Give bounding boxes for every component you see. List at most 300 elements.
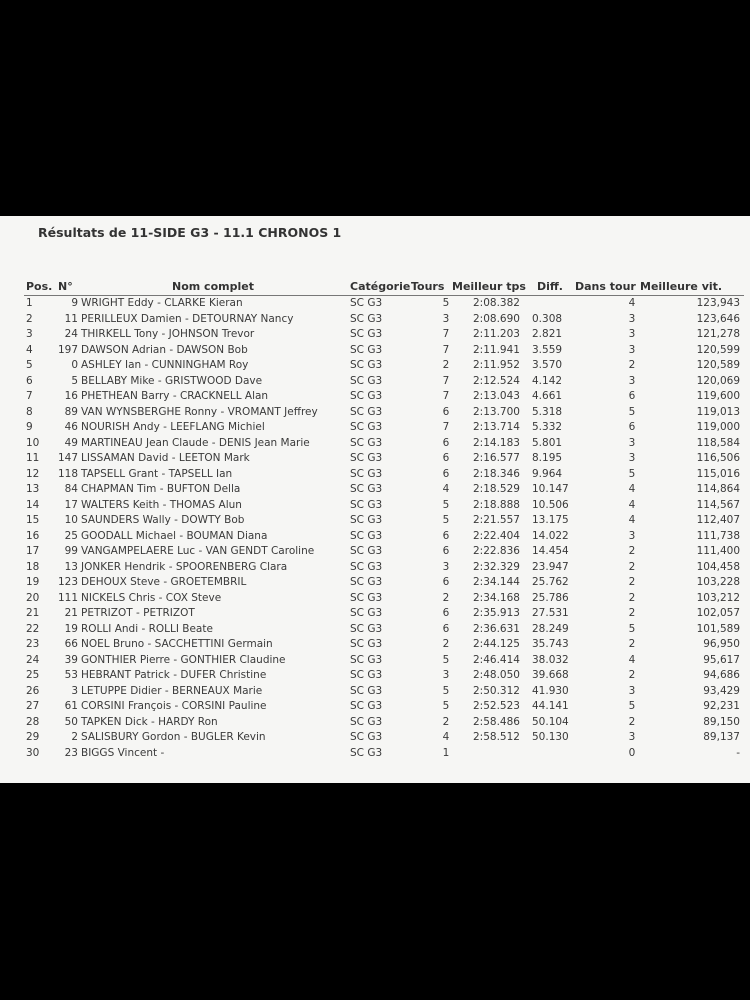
cell-name: BELLABY Mike - GRISTWOOD Dave <box>81 374 263 387</box>
cell-name: ASHLEY Ian - CUNNINGHAM Roy <box>81 359 249 371</box>
header-best-speed: Meilleure vit. <box>640 280 723 293</box>
cell-best-speed: 93,429 <box>703 684 740 697</box>
cell-best-time: 2:13.700 <box>473 405 520 418</box>
cell-pos: 15 <box>26 514 40 526</box>
cell-tours: 6 <box>442 436 450 449</box>
cell-best-time: 2:58.486 <box>473 715 520 728</box>
cell-best-time: 2:36.631 <box>473 622 520 635</box>
cell-category: SC G3 <box>350 622 383 635</box>
cell-in-lap: 6 <box>628 421 636 433</box>
cell-best-speed: 89,137 <box>703 731 740 743</box>
cell-category: SC G3 <box>350 359 383 371</box>
cell-pos: 10 <box>26 436 40 449</box>
cell-diff: 41.930 <box>532 684 569 697</box>
cell-tours: 6 <box>442 467 450 480</box>
table-row <box>0 730 750 746</box>
cell-diff: 38.032 <box>532 653 569 666</box>
cell-in-lap: 3 <box>628 374 636 387</box>
cell-category: SC G3 <box>350 498 383 511</box>
table-row <box>0 622 750 638</box>
cell-best-speed: 123,646 <box>696 312 740 325</box>
table-row <box>0 544 750 560</box>
cell-diff: 14.022 <box>532 529 569 542</box>
cell-tours: 3 <box>442 312 450 325</box>
cell-best-time: 2:11.203 <box>473 328 520 340</box>
cell-number: 0 <box>71 359 78 371</box>
cell-diff: 10.506 <box>532 498 569 511</box>
cell-number: 17 <box>64 498 78 511</box>
cell-diff: 23.947 <box>532 560 569 573</box>
cell-tours: 5 <box>442 498 450 511</box>
cell-in-lap: 2 <box>628 715 636 728</box>
cell-in-lap: 0 <box>628 746 636 759</box>
table-row <box>0 699 750 715</box>
cell-category: SC G3 <box>350 312 383 325</box>
cell-tours: 7 <box>442 374 450 387</box>
cell-best-speed: 114,567 <box>696 498 740 511</box>
cell-pos: 16 <box>26 529 40 542</box>
cell-pos: 30 <box>26 746 40 759</box>
cell-name: WRIGHT Eddy - CLARKE Kieran <box>81 297 243 309</box>
cell-tours: 5 <box>442 653 450 666</box>
table-row <box>0 591 750 607</box>
header-tours: Tours <box>411 280 445 293</box>
cell-tours: 5 <box>442 700 450 712</box>
cell-best-speed: 102,057 <box>696 607 740 619</box>
cell-tours: 5 <box>442 297 450 309</box>
cell-diff: 13.175 <box>532 514 569 526</box>
table-row <box>0 746 750 762</box>
cell-tours: 2 <box>442 591 450 604</box>
cell-best-time: 2:18.529 <box>473 483 520 495</box>
cell-tours: 6 <box>442 622 450 635</box>
cell-pos: 27 <box>26 700 40 712</box>
cell-tours: 5 <box>442 684 450 697</box>
cell-name: VANGAMPELAERE Luc - VAN GENDT Caroline <box>81 545 315 557</box>
cell-pos: 7 <box>26 390 33 402</box>
cell-tours: 1 <box>442 746 450 759</box>
table-row <box>0 343 750 359</box>
cell-name: DAWSON Adrian - DAWSON Bob <box>81 343 248 356</box>
cell-best-speed: 104,458 <box>696 560 740 573</box>
results-sheet <box>0 216 750 783</box>
header-diff: Diff. <box>537 280 563 293</box>
cell-name: MARTINEAU Jean Claude - DENIS Jean Marie <box>81 436 310 449</box>
cell-best-speed: 111,738 <box>696 529 740 542</box>
cell-category: SC G3 <box>350 483 383 495</box>
cell-tours: 4 <box>442 483 450 495</box>
cell-tours: 2 <box>442 359 450 371</box>
cell-name: LETUPPE Didier - BERNEAUX Marie <box>81 684 263 697</box>
cell-pos: 18 <box>26 560 40 573</box>
table-row <box>0 513 750 529</box>
cell-tours: 2 <box>442 715 450 728</box>
cell-pos: 6 <box>26 374 33 387</box>
cell-name: SAUNDERS Wally - DOWTY Bob <box>81 514 245 526</box>
cell-pos: 11 <box>26 452 40 464</box>
cell-tours: 6 <box>442 405 450 418</box>
cell-diff: 5.318 <box>532 405 563 418</box>
cell-tours: 5 <box>442 514 450 526</box>
cell-best-speed: 120,599 <box>696 343 740 356</box>
cell-pos: 23 <box>26 638 40 650</box>
cell-name: GONTHIER Pierre - GONTHIER Claudine <box>81 653 286 666</box>
table-row <box>0 575 750 591</box>
header-in-lap: Dans tour <box>575 280 636 293</box>
cell-best-time: 2:35.913 <box>473 607 520 619</box>
cell-pos: 21 <box>26 607 40 619</box>
cell-diff: 50.130 <box>532 731 569 743</box>
cell-best-time: 2:32.329 <box>473 560 520 573</box>
cell-pos: 12 <box>26 467 40 480</box>
table-row <box>0 482 750 498</box>
cell-name: CHAPMAN Tim - BUFTON Della <box>81 483 241 495</box>
cell-category: SC G3 <box>350 560 383 573</box>
cell-tours: 6 <box>442 607 450 619</box>
cell-in-lap: 2 <box>628 576 636 588</box>
cell-number: 11 <box>64 312 78 325</box>
cell-best-time: 2:18.888 <box>473 498 520 511</box>
cell-best-time: 2:08.690 <box>473 312 520 325</box>
cell-diff: 50.104 <box>532 715 569 728</box>
cell-best-speed: 111,400 <box>696 545 740 557</box>
cell-best-speed: 115,016 <box>696 467 740 480</box>
cell-in-lap: 2 <box>628 545 636 557</box>
cell-category: SC G3 <box>350 746 383 759</box>
cell-number: 2 <box>71 731 78 743</box>
cell-name: THIRKELL Tony - JOHNSON Trevor <box>81 328 255 340</box>
cell-diff: 9.964 <box>532 467 563 480</box>
cell-diff: 10.147 <box>532 483 569 495</box>
cell-tours: 7 <box>442 328 450 340</box>
cell-best-time: 2:46.414 <box>473 653 520 666</box>
table-row <box>0 296 750 312</box>
cell-name: PETRIZOT - PETRIZOT <box>81 607 195 619</box>
table-row <box>0 467 750 483</box>
cell-number: 9 <box>71 297 78 309</box>
cell-name: NICKELS Chris - COX Steve <box>81 591 222 604</box>
cell-pos: 14 <box>26 498 40 511</box>
cell-diff: 5.801 <box>532 436 563 449</box>
page-title: Résultats de 11-SIDE G3 - 11.1 CHRONOS 1 <box>38 225 342 240</box>
cell-name: TAPKEN Dick - HARDY Ron <box>81 715 218 728</box>
table-row <box>0 312 750 328</box>
cell-name: TAPSELL Grant - TAPSELL Ian <box>81 467 233 480</box>
cell-name: PHETHEAN Barry - CRACKNELL Alan <box>81 390 269 402</box>
cell-tours: 7 <box>442 421 450 433</box>
cell-category: SC G3 <box>350 529 383 542</box>
cell-diff: 14.454 <box>532 545 569 557</box>
cell-best-speed: - <box>736 746 740 759</box>
cell-best-speed: 95,617 <box>703 653 740 666</box>
cell-pos: 1 <box>26 297 33 309</box>
cell-best-speed: 114,864 <box>696 483 740 495</box>
cell-tours: 3 <box>442 669 450 681</box>
cell-name: LISSAMAN David - LEETON Mark <box>81 452 250 464</box>
cell-best-time: 2:44.125 <box>473 638 520 650</box>
cell-diff: 3.570 <box>532 359 563 371</box>
cell-number: 111 <box>57 591 78 604</box>
cell-best-time: 2:50.312 <box>473 684 520 697</box>
cell-best-time: 2:08.382 <box>473 297 520 309</box>
cell-pos: 4 <box>26 343 33 356</box>
cell-number: 197 <box>57 343 78 356</box>
cell-number: 24 <box>64 328 78 340</box>
header-name: Nom complet <box>172 280 254 293</box>
cell-best-speed: 96,950 <box>703 638 740 650</box>
cell-pos: 17 <box>26 545 40 557</box>
cell-diff: 35.743 <box>532 638 569 650</box>
cell-category: SC G3 <box>350 452 383 464</box>
cell-pos: 29 <box>26 731 40 743</box>
cell-in-lap: 3 <box>628 731 636 743</box>
cell-best-speed: 89,150 <box>703 715 740 728</box>
cell-tours: 6 <box>442 529 450 542</box>
cell-best-time: 2:12.524 <box>473 374 520 387</box>
cell-diff: 27.531 <box>532 607 569 619</box>
cell-diff: 2.821 <box>532 328 563 340</box>
cell-tours: 2 <box>442 638 450 650</box>
cell-best-speed: 103,212 <box>696 591 740 604</box>
cell-in-lap: 4 <box>628 514 636 526</box>
cell-in-lap: 5 <box>628 467 636 480</box>
cell-best-time: 2:48.050 <box>473 669 520 681</box>
cell-best-time: 2:21.557 <box>473 514 520 526</box>
cell-tours: 6 <box>442 545 450 557</box>
cell-category: SC G3 <box>350 715 383 728</box>
cell-category: SC G3 <box>350 421 383 433</box>
cell-name: GOODALL Michael - BOUMAN Diana <box>81 529 268 542</box>
cell-name: CORSINI François - CORSINI Pauline <box>81 700 267 712</box>
cell-diff: 3.559 <box>532 343 563 356</box>
cell-number: 13 <box>64 560 78 573</box>
cell-in-lap: 3 <box>628 328 636 340</box>
cell-name: BIGGS Vincent - <box>81 746 165 759</box>
cell-diff: 25.762 <box>532 576 569 588</box>
cell-best-speed: 121,278 <box>696 328 740 340</box>
cell-category: SC G3 <box>350 700 383 712</box>
cell-number: 66 <box>64 638 78 650</box>
table-row <box>0 529 750 545</box>
table-row <box>0 358 750 374</box>
cell-diff: 28.249 <box>532 622 569 635</box>
cell-best-speed: 119,600 <box>696 390 740 402</box>
cell-best-speed: 123,943 <box>696 297 740 309</box>
results-table <box>0 296 750 761</box>
cell-number: 5 <box>71 374 78 387</box>
cell-in-lap: 5 <box>628 405 636 418</box>
cell-best-time: 2:13.714 <box>473 421 520 433</box>
table-row <box>0 420 750 436</box>
cell-tours: 7 <box>442 390 450 402</box>
cell-in-lap: 4 <box>628 653 636 666</box>
cell-pos: 20 <box>26 591 40 604</box>
cell-in-lap: 3 <box>628 452 636 464</box>
cell-in-lap: 2 <box>628 638 636 650</box>
cell-best-time: 2:14.183 <box>473 436 520 449</box>
cell-pos: 25 <box>26 669 40 681</box>
cell-category: SC G3 <box>350 576 383 588</box>
cell-tours: 6 <box>442 452 450 464</box>
cell-tours: 6 <box>442 576 450 588</box>
cell-diff: 0.308 <box>532 312 563 325</box>
cell-category: SC G3 <box>350 343 383 356</box>
header-pos: Pos. <box>26 280 53 293</box>
table-row <box>0 637 750 653</box>
cell-best-time: 2:16.577 <box>473 452 520 464</box>
cell-number: 25 <box>64 529 78 542</box>
cell-pos: 13 <box>26 483 40 495</box>
cell-in-lap: 6 <box>628 390 636 402</box>
cell-number: 118 <box>57 467 78 480</box>
cell-diff: 25.786 <box>532 591 569 604</box>
cell-best-time: 2:34.168 <box>473 591 520 604</box>
table-row <box>0 715 750 731</box>
cell-number: 84 <box>64 483 78 495</box>
cell-in-lap: 3 <box>628 436 636 449</box>
cell-pos: 3 <box>26 328 33 340</box>
cell-in-lap: 5 <box>628 700 636 712</box>
table-row <box>0 653 750 669</box>
cell-number: 61 <box>64 700 78 712</box>
cell-pos: 2 <box>26 312 33 325</box>
cell-number: 19 <box>64 622 78 635</box>
cell-in-lap: 3 <box>628 684 636 697</box>
cell-best-speed: 116,506 <box>696 452 740 464</box>
cell-in-lap: 2 <box>628 591 636 604</box>
cell-name: SALISBURY Gordon - BUGLER Kevin <box>81 731 266 743</box>
cell-name: JONKER Hendrik - SPOORENBERG Clara <box>81 560 288 573</box>
cell-diff: 39.668 <box>532 669 569 681</box>
cell-number: 53 <box>64 669 78 681</box>
cell-number: 23 <box>64 746 78 759</box>
table-row <box>0 498 750 514</box>
cell-diff: 4.142 <box>532 374 563 387</box>
cell-tours: 3 <box>442 560 450 573</box>
cell-best-speed: 120,589 <box>696 359 740 371</box>
cell-pos: 5 <box>26 359 33 371</box>
header-num: N° <box>58 280 73 293</box>
cell-tours: 4 <box>442 731 450 743</box>
header-best-time: Meilleur tps <box>452 280 526 293</box>
table-row <box>0 405 750 421</box>
cell-best-time: 2:11.952 <box>473 359 520 371</box>
cell-number: 147 <box>57 452 78 464</box>
cell-best-speed: 120,069 <box>696 374 740 387</box>
cell-in-lap: 3 <box>628 529 636 542</box>
cell-name: PERILLEUX Damien - DETOURNAY Nancy <box>81 312 294 325</box>
cell-tours: 7 <box>442 343 450 356</box>
cell-number: 123 <box>57 576 78 588</box>
cell-best-time: 2:22.404 <box>473 529 520 542</box>
cell-pos: 8 <box>26 405 33 418</box>
cell-in-lap: 3 <box>628 343 636 356</box>
cell-best-time: 2:34.144 <box>473 576 520 588</box>
cell-diff: 44.141 <box>532 700 569 712</box>
cell-number: 99 <box>64 545 78 557</box>
cell-pos: 19 <box>26 576 40 588</box>
cell-pos: 28 <box>26 715 40 728</box>
cell-best-speed: 119,013 <box>696 405 740 418</box>
cell-category: SC G3 <box>350 436 383 449</box>
cell-number: 16 <box>64 390 78 402</box>
cell-number: 3 <box>71 684 78 697</box>
cell-best-speed: 94,686 <box>703 669 740 681</box>
cell-name: DEHOUX Steve - GROETEMBRIL <box>81 576 247 588</box>
cell-diff: 8.195 <box>532 452 563 464</box>
cell-in-lap: 3 <box>628 312 636 325</box>
cell-number: 49 <box>64 436 78 449</box>
cell-category: SC G3 <box>350 405 383 418</box>
cell-in-lap: 4 <box>628 297 636 309</box>
cell-best-speed: 112,407 <box>696 514 740 526</box>
cell-category: SC G3 <box>350 669 383 681</box>
cell-category: SC G3 <box>350 731 383 743</box>
cell-in-lap: 5 <box>628 622 636 635</box>
cell-category: SC G3 <box>350 684 383 697</box>
cell-number: 50 <box>64 715 78 728</box>
table-row <box>0 451 750 467</box>
cell-best-speed: 119,000 <box>696 421 740 433</box>
table-row <box>0 606 750 622</box>
cell-category: SC G3 <box>350 591 383 604</box>
table-row <box>0 436 750 452</box>
cell-best-time: 2:58.512 <box>473 731 520 743</box>
cell-pos: 22 <box>26 622 40 635</box>
cell-category: SC G3 <box>350 390 383 402</box>
cell-best-time: 2:18.346 <box>473 467 520 480</box>
cell-pos: 26 <box>26 684 40 697</box>
cell-best-speed: 103,228 <box>696 576 740 588</box>
cell-diff: 5.332 <box>532 421 563 433</box>
cell-best-speed: 92,231 <box>703 700 740 712</box>
cell-category: SC G3 <box>350 297 383 309</box>
cell-number: 10 <box>64 514 78 526</box>
cell-number: 39 <box>64 653 78 666</box>
cell-category: SC G3 <box>350 607 383 619</box>
table-row <box>0 327 750 343</box>
cell-pos: 9 <box>26 421 33 433</box>
cell-name: VAN WYNSBERGHE Ronny - VROMANT Jeffrey <box>81 405 318 418</box>
cell-number: 46 <box>64 421 78 433</box>
cell-category: SC G3 <box>350 638 383 650</box>
table-row <box>0 668 750 684</box>
cell-category: SC G3 <box>350 374 383 387</box>
cell-diff: 4.661 <box>532 390 563 402</box>
cell-number: 89 <box>64 405 78 418</box>
cell-in-lap: 2 <box>628 560 636 573</box>
cell-name: WALTERS Keith - THOMAS Alun <box>81 498 242 511</box>
table-row <box>0 389 750 405</box>
cell-name: ROLLI Andi - ROLLI Beate <box>81 622 213 635</box>
table-row <box>0 374 750 390</box>
cell-best-time: 2:11.941 <box>473 343 520 356</box>
table-row <box>0 560 750 576</box>
cell-in-lap: 4 <box>628 483 636 495</box>
cell-category: SC G3 <box>350 467 383 480</box>
cell-name: NOEL Bruno - SACCHETTINI Germain <box>81 638 273 650</box>
cell-in-lap: 2 <box>628 669 636 681</box>
cell-best-speed: 101,589 <box>696 622 740 635</box>
cell-category: SC G3 <box>350 328 383 340</box>
cell-best-time: 2:13.043 <box>473 390 520 402</box>
cell-best-time: 2:22.836 <box>473 545 520 557</box>
cell-best-speed: 118,584 <box>696 436 740 449</box>
cell-in-lap: 4 <box>628 498 636 511</box>
cell-pos: 24 <box>26 653 40 666</box>
cell-category: SC G3 <box>350 545 383 557</box>
header-category: Catégorie <box>350 280 411 293</box>
